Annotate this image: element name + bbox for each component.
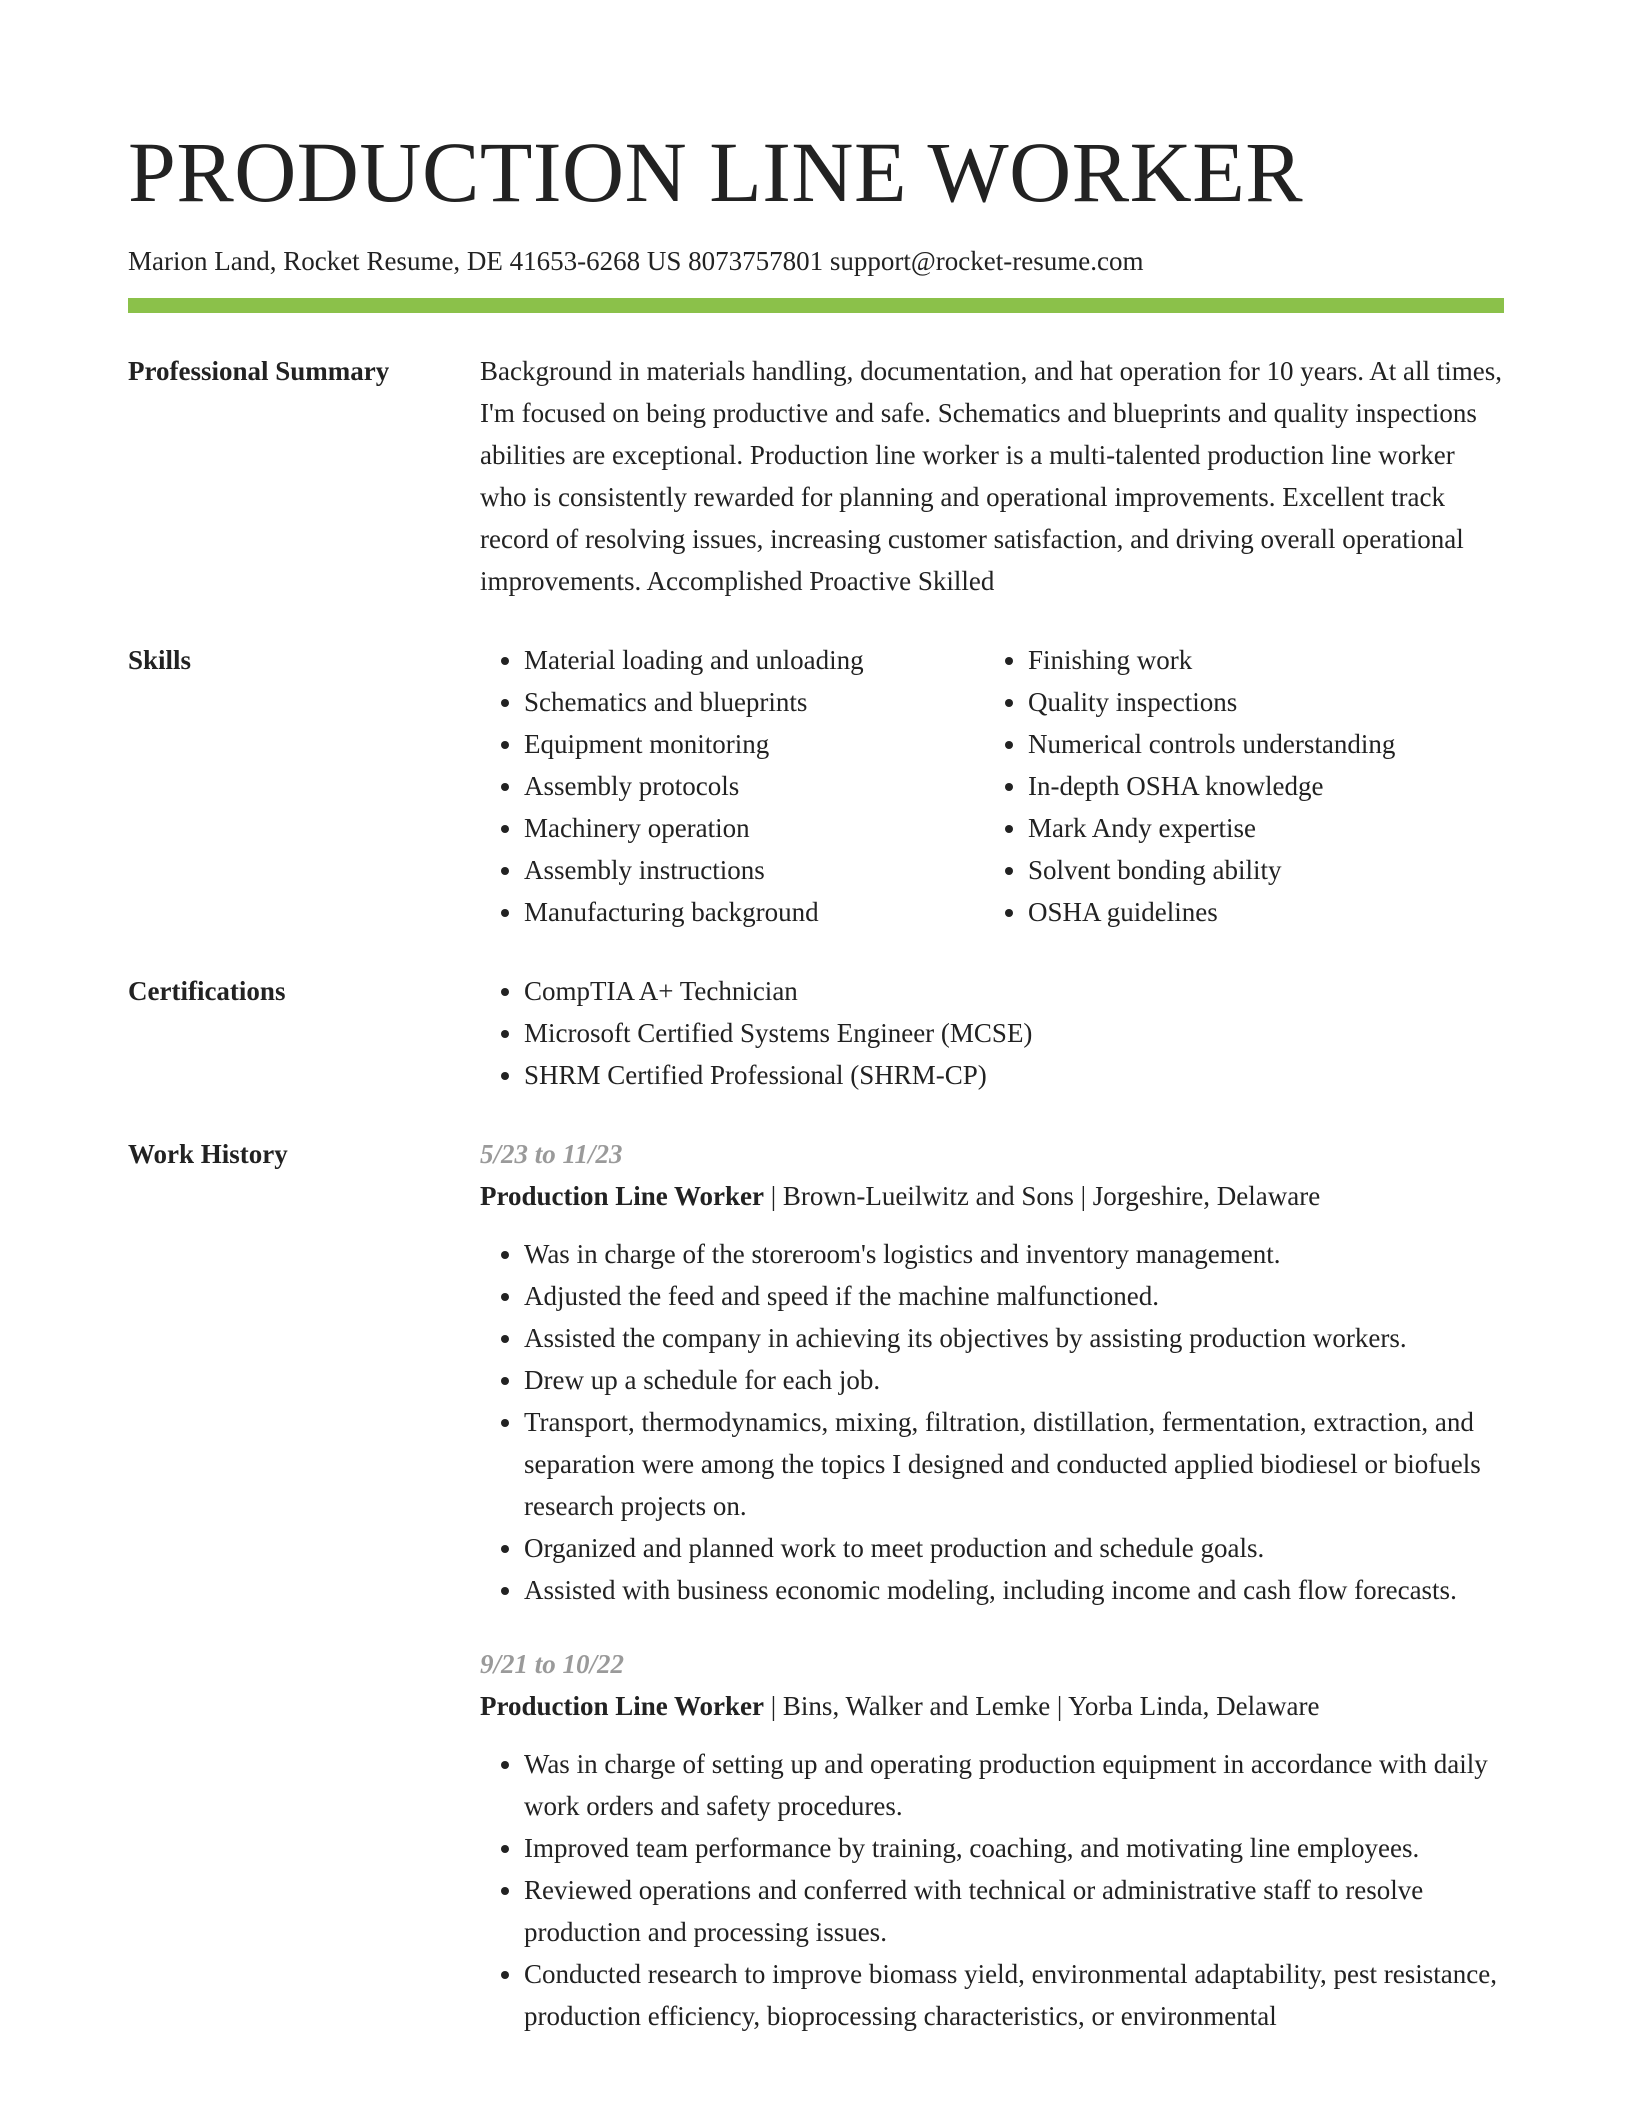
work-history-body: [480, 1133, 1504, 2037]
summary-text: Background in materials handling, documentation, and hat operation for 10 years. At all times, I'm focused on being productive and safe. Schematics and blueprints and quality inspections abilities are exceptional. Production line worker is a multi-talented production line worker who is consistently rewarded for planning and operational improvements. Excellent track record of resolving issues, increasing customer satisfaction, and driving overall operational improvements. Accomplished Proactive Skilled: [480, 356, 1502, 596]
work-history-section: [128, 1133, 1504, 2037]
summary-section: [128, 350, 1504, 602]
certifications-section: [128, 970, 1504, 1096]
skill-item: • Material loading and unloading: [524, 639, 984, 681]
certification-item: • SHRM Certified Professional (SHRM-CP): [524, 1054, 1504, 1096]
job-dates: 9/21 to 10/22: [480, 1649, 625, 1679]
job-title: Production Line Worker: [480, 1181, 765, 1211]
section-title-summary: Professional Summary: [128, 356, 390, 386]
accent-divider: [128, 298, 1504, 313]
resume-page: [128, 0, 1504, 2037]
job-bullet: • Reviewed operations and conferred with technical or administrative staff to resolve production and processing issues.: [524, 1869, 1504, 1953]
job-bullet: • Assisted the company in achieving its objectives by assisting production workers.: [524, 1317, 1504, 1359]
job-line: [480, 1175, 1504, 1217]
job-title: Production Line Worker: [480, 1691, 765, 1721]
certification-item: • Microsoft Certified Systems Engineer (MCSE): [524, 1012, 1504, 1054]
skill-item: • In-depth OSHA knowledge: [1028, 765, 1504, 807]
job-dates: 5/23 to 11/23: [480, 1139, 623, 1169]
skill-item: • Mark Andy expertise: [1028, 807, 1504, 849]
job-bullets: [480, 1743, 1504, 2037]
skills-list-right: [984, 639, 1504, 933]
job-bullet: • Was in charge of setting up and operating production equipment in accordance with daily work orders and safety procedures.: [524, 1743, 1504, 1827]
skills-section: [128, 639, 1504, 933]
skills-list-left: [480, 639, 984, 933]
job-entry: [480, 1133, 1504, 1611]
summary-body: [480, 350, 1504, 602]
section-title-certifications: Certifications: [128, 976, 286, 1006]
resume-name-heading: PRODUCTION LINE WORKER: [128, 124, 1304, 220]
skill-item: • Schematics and blueprints: [524, 681, 984, 723]
skill-item: • Machinery operation: [524, 807, 984, 849]
skill-item: • Equipment monitoring: [524, 723, 984, 765]
skill-item: • Solvent bonding ability: [1028, 849, 1504, 891]
job-bullet: • Was in charge of the storeroom's logistics and inventory management.: [524, 1233, 1504, 1275]
job-bullets: [480, 1233, 1504, 1611]
job-bullet: • Improved team performance by training, coaching, and motivating line employees.: [524, 1827, 1504, 1869]
job-details: | Brown-Lueilwitz and Sons | Jorgeshire, Delaware: [764, 1181, 1321, 1211]
job-details: | Bins, Walker and Lemke | Yorba Linda, Delaware: [764, 1691, 1320, 1721]
skill-item: • Assembly instructions: [524, 849, 984, 891]
job-bullet: • Assisted with business economic modeling, including income and cash flow forecasts.: [524, 1569, 1504, 1611]
skill-item: • Manufacturing background: [524, 891, 984, 933]
certifications-list: [480, 970, 1504, 1096]
skill-item: • Numerical controls understanding: [1028, 723, 1504, 765]
skill-item: • Quality inspections: [1028, 681, 1504, 723]
job-bullet: • Drew up a schedule for each job.: [524, 1359, 1504, 1401]
job-bullet: • Adjusted the feed and speed if the machine malfunctioned.: [524, 1275, 1504, 1317]
section-title-work-history: Work History: [128, 1139, 288, 1169]
certification-item: • CompTIA A+ Technician: [524, 970, 1504, 1012]
contact-line: Marion Land, Rocket Resume, DE 41653-6268 US 8073757801 support@rocket-resume.com: [128, 246, 1144, 276]
skills-body: [480, 639, 1504, 933]
job-bullet: • Conducted research to improve biomass yield, environmental adaptability, pest resistance, production efficiency, bioprocessing characteristics, or environmental: [524, 1953, 1504, 2037]
job-bullet: • Organized and planned work to meet production and schedule goals.: [524, 1527, 1504, 1569]
job-line: [480, 1685, 1504, 1727]
job-bullet: • Transport, thermodynamics, mixing, filtration, distillation, fermentation, extraction, and separation were among the topics I designed and conducted applied biodiesel or biofuels research projects on.: [524, 1401, 1504, 1527]
skill-item: • OSHA guidelines: [1028, 891, 1504, 933]
skill-item: • Assembly protocols: [524, 765, 984, 807]
skill-item: • Finishing work: [1028, 639, 1504, 681]
certifications-body: [480, 970, 1504, 1096]
section-title-skills: Skills: [128, 645, 192, 675]
job-entry: [480, 1643, 1504, 2037]
